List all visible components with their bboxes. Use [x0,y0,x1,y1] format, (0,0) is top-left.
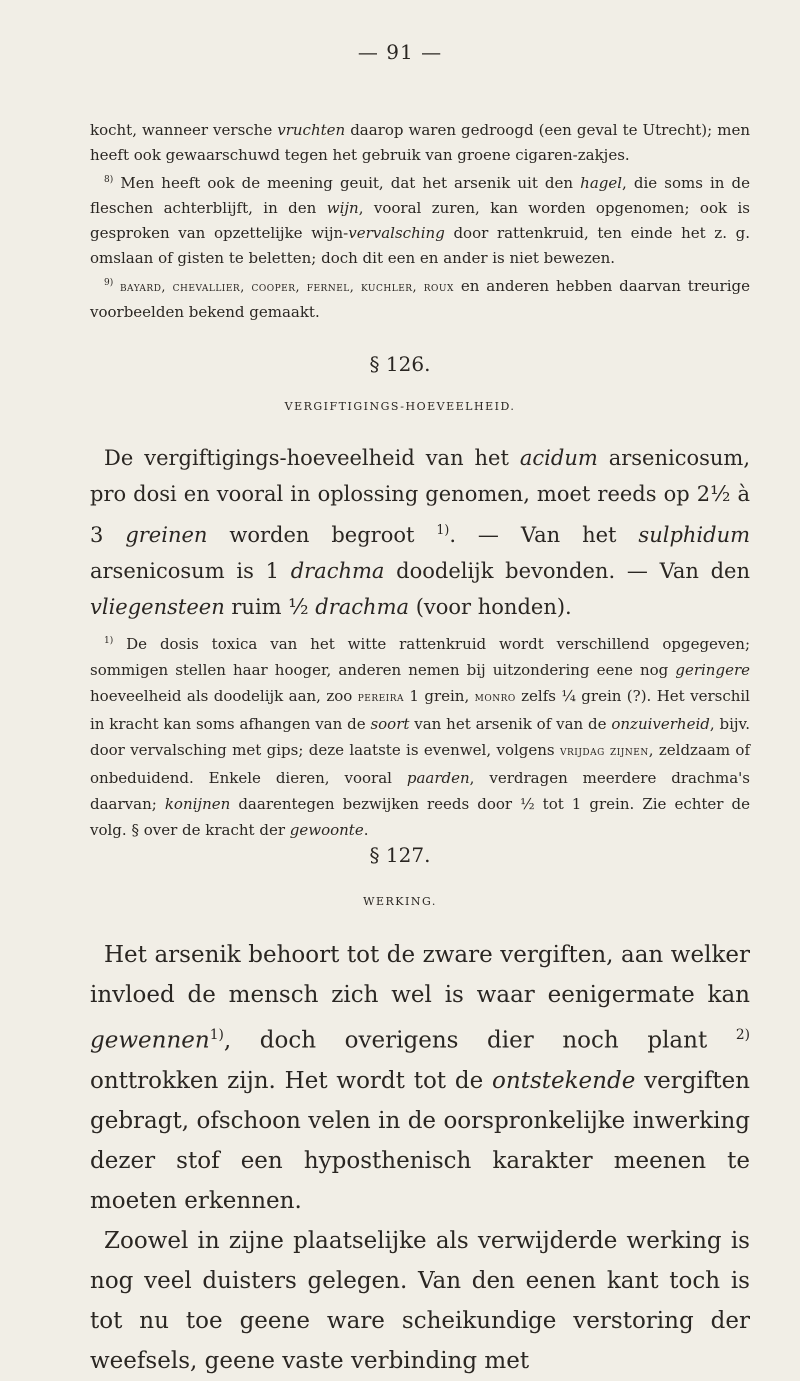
section-126-heading: VERGIFTIGINGS-HOEVEELHEID. [284,400,516,413]
emphasis: ontstekende [492,1067,636,1094]
emphasis: drachma [315,595,410,619]
top-footnotes [90,118,750,325]
text: Het arsenik behoort tot de zware vergiften, aan welker invloed de mensch zich wel is waar eenigermate kan [90,942,750,1008]
emphasis: gewennen [90,1027,210,1054]
section-126-footnote [90,628,750,843]
emphasis: vruchten [277,121,346,139]
text: 1 grein, [404,687,475,705]
footnote-ref: 2) [735,1027,750,1043]
text: door rattenkruid, ten einde het z. g. omslaan of gisten te beletten; doch dit een en ander is niet bewezen. [90,224,751,267]
text: . — Van het [449,523,639,547]
text: arsenicosum, pro dosi en vooral in oplossing genomen, moet reeds op 2½ à 3 [90,446,750,547]
emphasis: soort [370,715,410,733]
text: onttrokken zijn. Het wordt tot de [90,1067,493,1094]
text: , verdragen meerdere drachma's daarvan; [90,769,751,813]
text: De dosis toxica van het witte rattenkruid wordt verschillend opgegeven; sommigen stellen haar hooger, anderen nemen bij uitzondering eene nog [90,635,750,679]
emphasis: gewoonte [289,821,364,839]
emphasis: onzuiverheid [611,715,710,733]
footnote-9 [90,271,750,325]
emphasis: vliegensteen [90,595,225,619]
footnote-ref: 1) [209,1027,224,1043]
text: , zeldzaam of onbeduidend. Enkele dieren, vooral [90,741,751,787]
text: . [363,821,369,839]
footnote-mark: 8) [104,175,114,185]
footnote-ref: 1) [436,522,450,537]
footnote-mark: 9) [104,278,114,288]
text: De vergiftigings-hoeveelheid van het [104,446,520,470]
emphasis: paarden [406,769,470,787]
text: doodelijk bevonden. — Van den [384,559,751,583]
text: worden begroot [207,523,437,547]
emphasis: greinen [125,523,208,547]
text: Men heeft ook de meening geuit, dat het arsenik uit den [113,174,581,192]
section-126-body [90,440,750,625]
paragraph [90,440,750,625]
text: , die soms in de fleschen achterblijft, in den [90,174,750,217]
footnote-1 [90,628,750,843]
emphasis: konijnen [164,795,231,813]
section-127-heading: WERKING. [363,895,437,908]
author-name: monro [474,690,516,705]
emphasis: acidum [519,446,598,470]
text: vergiften gebragt, ofschoon velen in de oorspronkelijke inwerking dezer stof een hyposthenisch karakter meenen te moeten erkennen. [90,1067,750,1214]
text: arsenicosum is 1 [90,559,291,583]
paragraph: Zoowel in zijne plaatselijke als verwijderde werking is nog veel duisters gelegen. Van den eenen kant toch is tot nu toe geene ware scheikundige verstoring der weefsels, geene vaste verbinding met [90,1227,750,1374]
text: , vooral zuren, kan worden opgenomen; ook is gesproken van opzettelijke wijn- [90,199,750,242]
text: , doch overigens dier noch plant [223,1027,736,1054]
author-name: pereira [357,690,405,705]
text: (voor honden). [409,595,572,619]
footnote-8 [90,168,750,271]
text: ruim ½ [224,595,316,619]
footnote-continuation [90,118,750,168]
text: van het arsenik of van de [409,715,612,733]
text: kocht, wanneer versche [90,121,278,139]
footnote-mark: 1) [104,636,114,646]
emphasis: hagel [580,174,623,192]
emphasis: drachma [290,559,385,583]
section-127-body [90,935,750,1381]
emphasis: vervalsching [348,224,445,242]
text: hoeveelheid als doodelijk aan, zoo [90,687,358,705]
author-name: vrijdag zijnen [559,744,649,759]
section-127-number: § 127. [369,843,431,867]
text: zelfs ¼ grein (?). Het verschil in kracht kan soms afhangen van de [90,687,750,733]
text: daarop waren gedroogd (een geval te Utrecht); men heeft ook gewaarschuwd tegen het gebruik van groene cigaren-zakjes. [90,121,750,164]
emphasis: sulphidum [638,523,751,547]
text: , bijv. door vervalsching met gips; deze laatste is evenwel, volgens [90,715,750,759]
page-number: — 91 — [357,40,443,64]
emphasis: geringere [675,661,750,679]
emphasis: wijn [326,199,359,217]
section-126-number: § 126. [369,352,431,376]
author-names: bayard, chevallier, cooper, fernel, kuchler, roux [113,280,454,295]
text: en anderen hebben daarvan treurige voorbeelden bekend gemaakt. [90,277,750,321]
paragraph [90,935,750,1221]
text: daarentegen bezwijken reeds door ½ tot 1 grein. Zie echter de volg. § over de kracht der [90,795,750,839]
